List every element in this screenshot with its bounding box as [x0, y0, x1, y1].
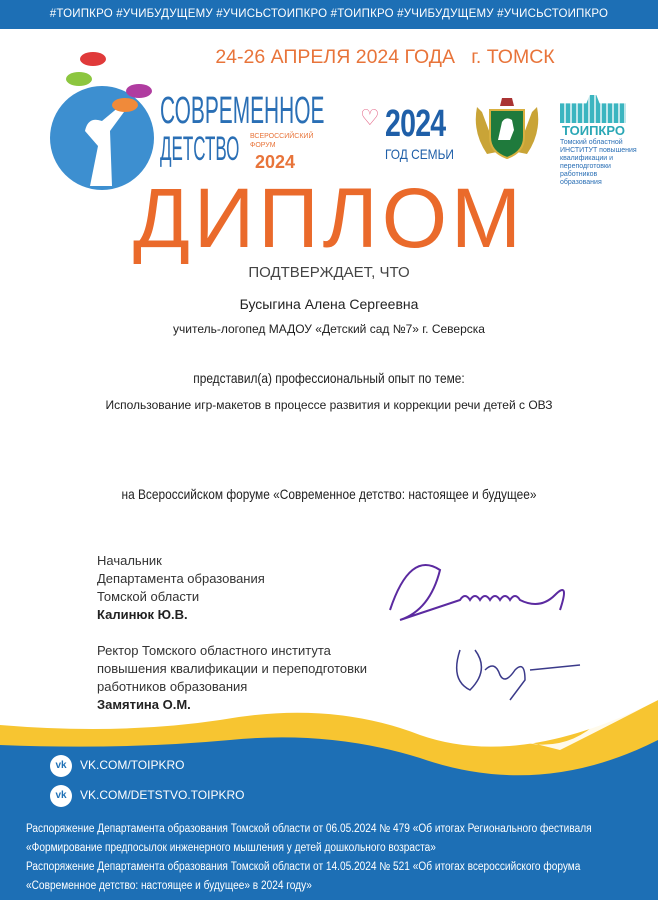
vk-link-toipkro[interactable]: VK.COM/TOIPKRO: [80, 758, 185, 772]
order-line: Распоряжение Департамента образования Томской области от 14.05.2024 № 521 «Об итогах всероссийского форума: [26, 861, 581, 873]
orders-text: [26, 820, 642, 896]
signatory-title-line: Департамента образования: [97, 571, 265, 586]
forum-logo-year: 2024: [255, 152, 296, 172]
vk-link-detstvo[interactable]: VK.COM/DETSTVO.TOIPKRO: [80, 788, 245, 802]
signatory-title-line: Начальник: [97, 553, 162, 568]
toipkro-name: ТОИПКРО: [562, 123, 625, 138]
recipient-position: учитель-логопед МАДОУ «Детский сад №7» г. Северска: [173, 322, 485, 336]
diploma-title: ДИПЛОМ: [132, 171, 526, 265]
toipkro-building-icon: [560, 95, 626, 123]
signatory-title-line: работников образования: [97, 679, 248, 694]
presented-text: представил(а) профессиональный опыт по теме:: [193, 370, 465, 386]
signatory-name: Замятина О.М.: [97, 697, 191, 712]
vk-icon: vk: [50, 755, 72, 777]
propeller-disc-icon: [112, 98, 138, 112]
topic-text: Использование игр-макетов в процессе развития и коррекции речи детей с ОВЗ: [105, 398, 553, 412]
toipkro-subtitle: Томский областной ИНСТИТУТ повышения квалификации и переподготовки работников образования: [560, 139, 637, 186]
propeller-disc-icon: [80, 52, 106, 66]
signatures-image: [370, 550, 590, 720]
recipient-name: Бусыгина Алена Сергеевна: [239, 296, 419, 312]
signatory-title-line: Ректор Томского областного института: [97, 643, 331, 658]
signatory-2: [97, 642, 367, 714]
propeller-disc-icon: [126, 84, 152, 98]
order-line: «Современное детство: настоящее и будущее» в 2024 году»: [26, 880, 312, 892]
forum-logo-sub: ВСЕРОССИЙСКИЙ ФОРУМ: [250, 133, 314, 149]
forum-logo-line2: ДЕТСТВО: [160, 130, 240, 168]
forum-text: на Всероссийском форуме «Современное детство: настоящее и будущее»: [121, 486, 537, 502]
hashtag-bar: #ТОИПКРО #УЧИБУДУЩЕМУ #УЧИСЬСТОИПКРО #ТОИПКРО #УЧИБУДУЩЕМУ #УЧИСЬСТОИПКРО: [0, 0, 658, 29]
event-date-place: 24-26 АПРЕЛЯ 2024 ГОДА г. ТОМСК: [215, 46, 555, 68]
family-year-number: 2024: [385, 103, 446, 145]
signatory-title-line: Томской области: [97, 589, 200, 604]
signatory-title-line: повышения квалификации и переподготовки: [97, 661, 368, 676]
order-line: Распоряжение Департамента образования Томской области от 06.05.2024 № 479 «Об итогах Регионального фестиваля: [26, 823, 592, 835]
forum-logo-line1: СОВРЕМЕННОЕ: [160, 90, 325, 132]
signatory-name: Калинюк Ю.В.: [97, 607, 188, 622]
tomsk-coat-of-arms-icon: [472, 92, 542, 162]
heart-icon: ♡: [360, 105, 380, 130]
vk-icon: vk: [50, 785, 72, 807]
confirms-text: ПОДТВЕРЖДАЕТ, ЧТО: [248, 264, 410, 281]
signatory-1: [97, 552, 265, 624]
propeller-disc-icon: [66, 72, 92, 86]
order-line: «Формирование предпосылок инженерного мышления у детей дошкольного возраста»: [26, 842, 436, 854]
family-year-caption: ГОД СЕМЬИ: [385, 146, 454, 162]
